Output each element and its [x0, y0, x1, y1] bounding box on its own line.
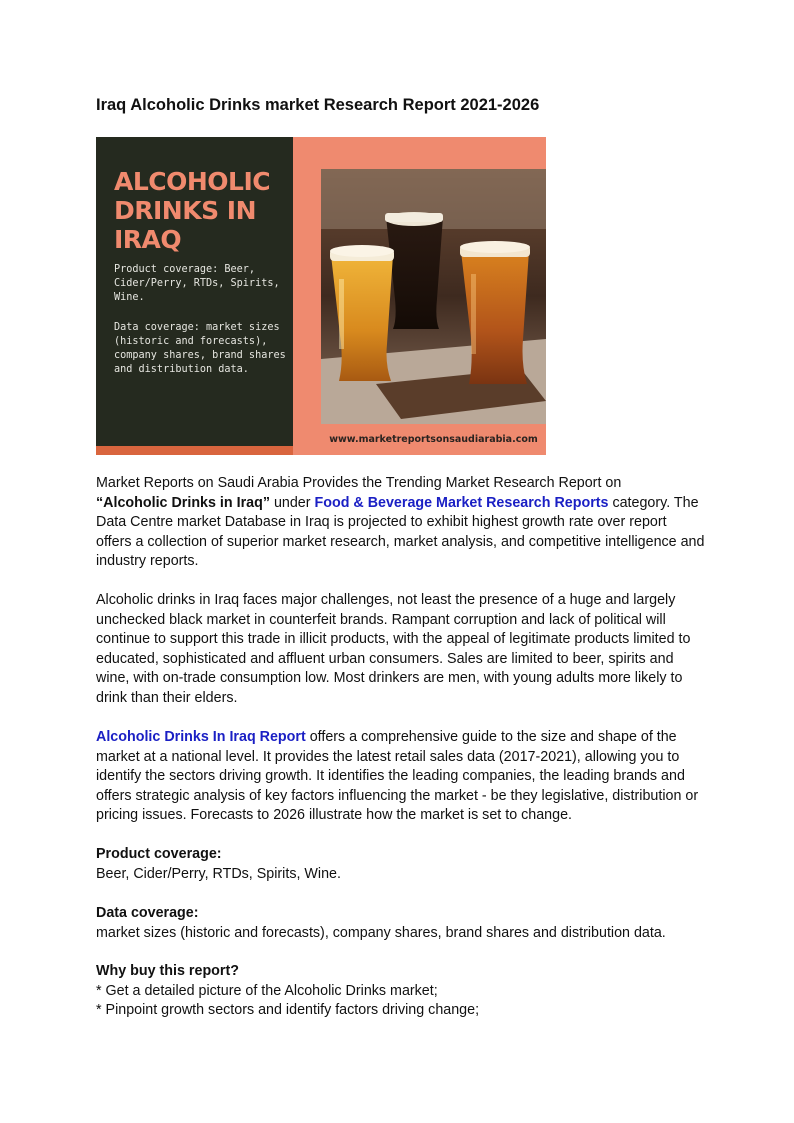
market-overview-paragraph: Alcoholic drinks in Iraq faces major challenges, not least the presence of a huge and largely unchecked black market in counterfeit brands. Rampant corruption and lack of political will continue to support this trade in illicit products, with the appeal of legitimate products limited to educated, sophisticated and affluent urban consumers. Sales are limited to beer, spirits and wine, with on-trade consumption low. Most drinkers are men, with young adults more likely to drink than their elders.	[96, 592, 691, 706]
data-coverage-text: market sizes (historic and forecasts), company shares, brand shares and distribution data.	[96, 924, 666, 941]
data-coverage-heading: Data coverage:	[96, 905, 199, 921]
category-link[interactable]: Food & Beverage Market Research Reports	[314, 494, 609, 511]
product-coverage-text: Beer, Cider/Perry, RTDs, Spirits, Wine.	[96, 865, 341, 882]
why-buy-item: * Pinpoint growth sectors and identify factors driving change;	[96, 1002, 480, 1018]
banner-heading: ALCOHOLIC DRINKS IN IRAQ	[114, 167, 271, 254]
why-buy-section	[96, 962, 706, 1021]
banner-url: www.marketreportsonsaudiarabia.com	[329, 434, 538, 445]
report-link[interactable]: Alcoholic Drinks In Iraq Report	[96, 729, 306, 745]
intro-text-part3: category. The Data Centre market Database in Iraq is projected to exhibit highest growth rate over report offers a collection of superior market research, market analysis, and competitive intelligence and industry reports.	[96, 494, 705, 569]
page-title: Iraq Alcoholic Drinks market Research Report 2021-2026	[96, 96, 540, 114]
why-buy-heading: Why buy this report?	[96, 963, 239, 979]
data-coverage-section	[96, 904, 706, 943]
banner-accent-strip	[96, 446, 293, 455]
banner-product-coverage: Product coverage: Beer, Cider/Perry, RTDs, Spirits, Wine.	[114, 264, 280, 303]
intro-text-part2: under	[269, 494, 315, 511]
intro-text-part1: Market Reports on Saudi Arabia Provides the Trending Market Research Report on	[96, 475, 622, 491]
product-coverage-section	[96, 845, 706, 884]
beer-glasses-photo	[321, 169, 546, 424]
product-coverage-heading: Product coverage:	[96, 846, 222, 862]
report-description-text: offers a comprehensive guide to the size and shape of the market at a national level. It provides the latest retail sales data (2017-2021), allowing you to identify the sectors driving growth. It identifies the leading companies, the leading brands and offers strategic analysis of key factors influencing the market - be they legislative, distribution or pricing issues. Forecasts to 2026 illustrate how the market is set to change.	[96, 729, 699, 823]
report-description-paragraph	[96, 728, 706, 826]
why-buy-item: * Get a detailed picture of the Alcoholic Drinks market;	[96, 982, 438, 999]
banner-data-coverage: Data coverage: market sizes (historic and forecasts), company shares, brand shares and distribution data.	[114, 322, 286, 375]
report-banner-image	[96, 137, 546, 455]
intro-paragraph	[96, 474, 706, 572]
intro-report-name: “Alcoholic Drinks in Iraq”	[96, 494, 270, 511]
